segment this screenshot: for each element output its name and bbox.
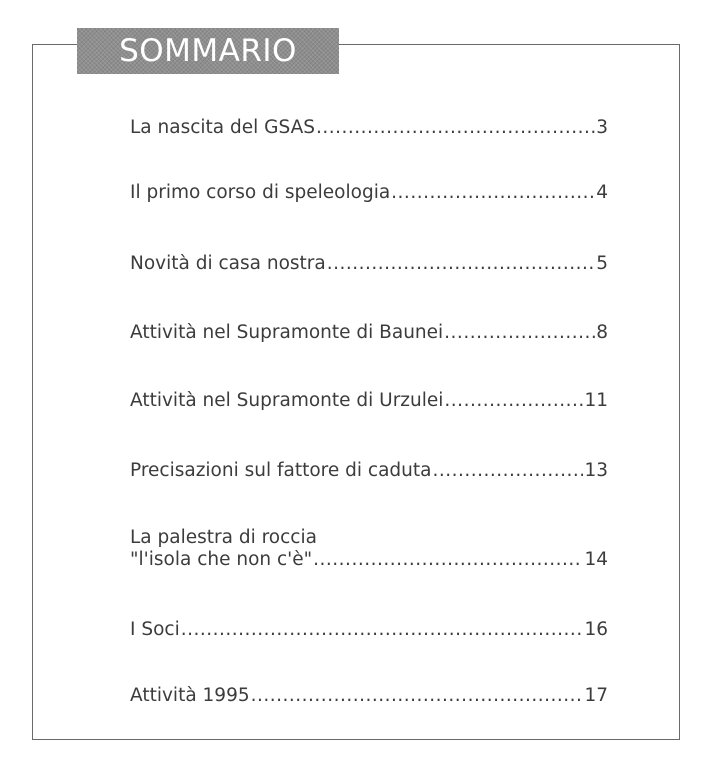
toc-leader-dots xyxy=(432,460,583,482)
toc-leader-dots xyxy=(444,390,583,412)
toc-item-page: 4 xyxy=(596,182,608,203)
toc-item-label: La nascita del GSAS xyxy=(130,117,315,138)
toc-item-label: Il primo corso di speleologia xyxy=(130,182,391,203)
toc-item-page: 3 xyxy=(596,117,608,138)
toc-item-3 xyxy=(130,253,608,275)
toc-leader-dots xyxy=(251,685,584,707)
toc-item-page: 13 xyxy=(584,460,608,481)
toc-item-page: 17 xyxy=(584,685,608,706)
toc-item-page: 16 xyxy=(584,619,608,640)
toc-item-page: 11 xyxy=(584,390,608,411)
toc-item-label: Attività nel Supramonte di Baunei xyxy=(130,322,444,343)
toc-item-8 xyxy=(130,619,608,641)
toc-item-page: 5 xyxy=(596,253,608,274)
toc-item-page: 14 xyxy=(584,549,608,570)
contents-title-box xyxy=(77,28,339,74)
toc-item-label: Novità di casa nostra xyxy=(130,253,326,274)
toc-item-2 xyxy=(130,182,608,204)
toc-leader-dots xyxy=(181,619,584,641)
toc-item-7 xyxy=(130,527,608,571)
toc-item-label: Attività nel Supramonte di Urzulei xyxy=(130,390,444,411)
toc-item-label: "l'isola che non c'è" xyxy=(130,549,313,570)
toc-leader-dots xyxy=(444,322,595,344)
toc-item-9 xyxy=(130,685,608,707)
contents-title: SOMMARIO xyxy=(119,33,297,69)
toc-leader-dots xyxy=(313,549,583,571)
toc-item-page: 8 xyxy=(596,322,608,343)
toc-item-label: Attività 1995 xyxy=(130,685,250,706)
toc-item-label: Precisazioni sul fattore di caduta xyxy=(130,460,432,481)
toc-item-label-line1: La palestra di roccia xyxy=(130,527,317,548)
toc-item-label: I Soci xyxy=(130,619,180,640)
toc-leader-dots xyxy=(316,117,595,139)
toc-item-6 xyxy=(130,460,608,482)
toc-leader-dots xyxy=(391,182,595,204)
toc-item-1 xyxy=(130,117,608,139)
toc-item-5 xyxy=(130,390,608,412)
toc-item-4 xyxy=(130,322,608,344)
toc-leader-dots xyxy=(327,253,595,275)
